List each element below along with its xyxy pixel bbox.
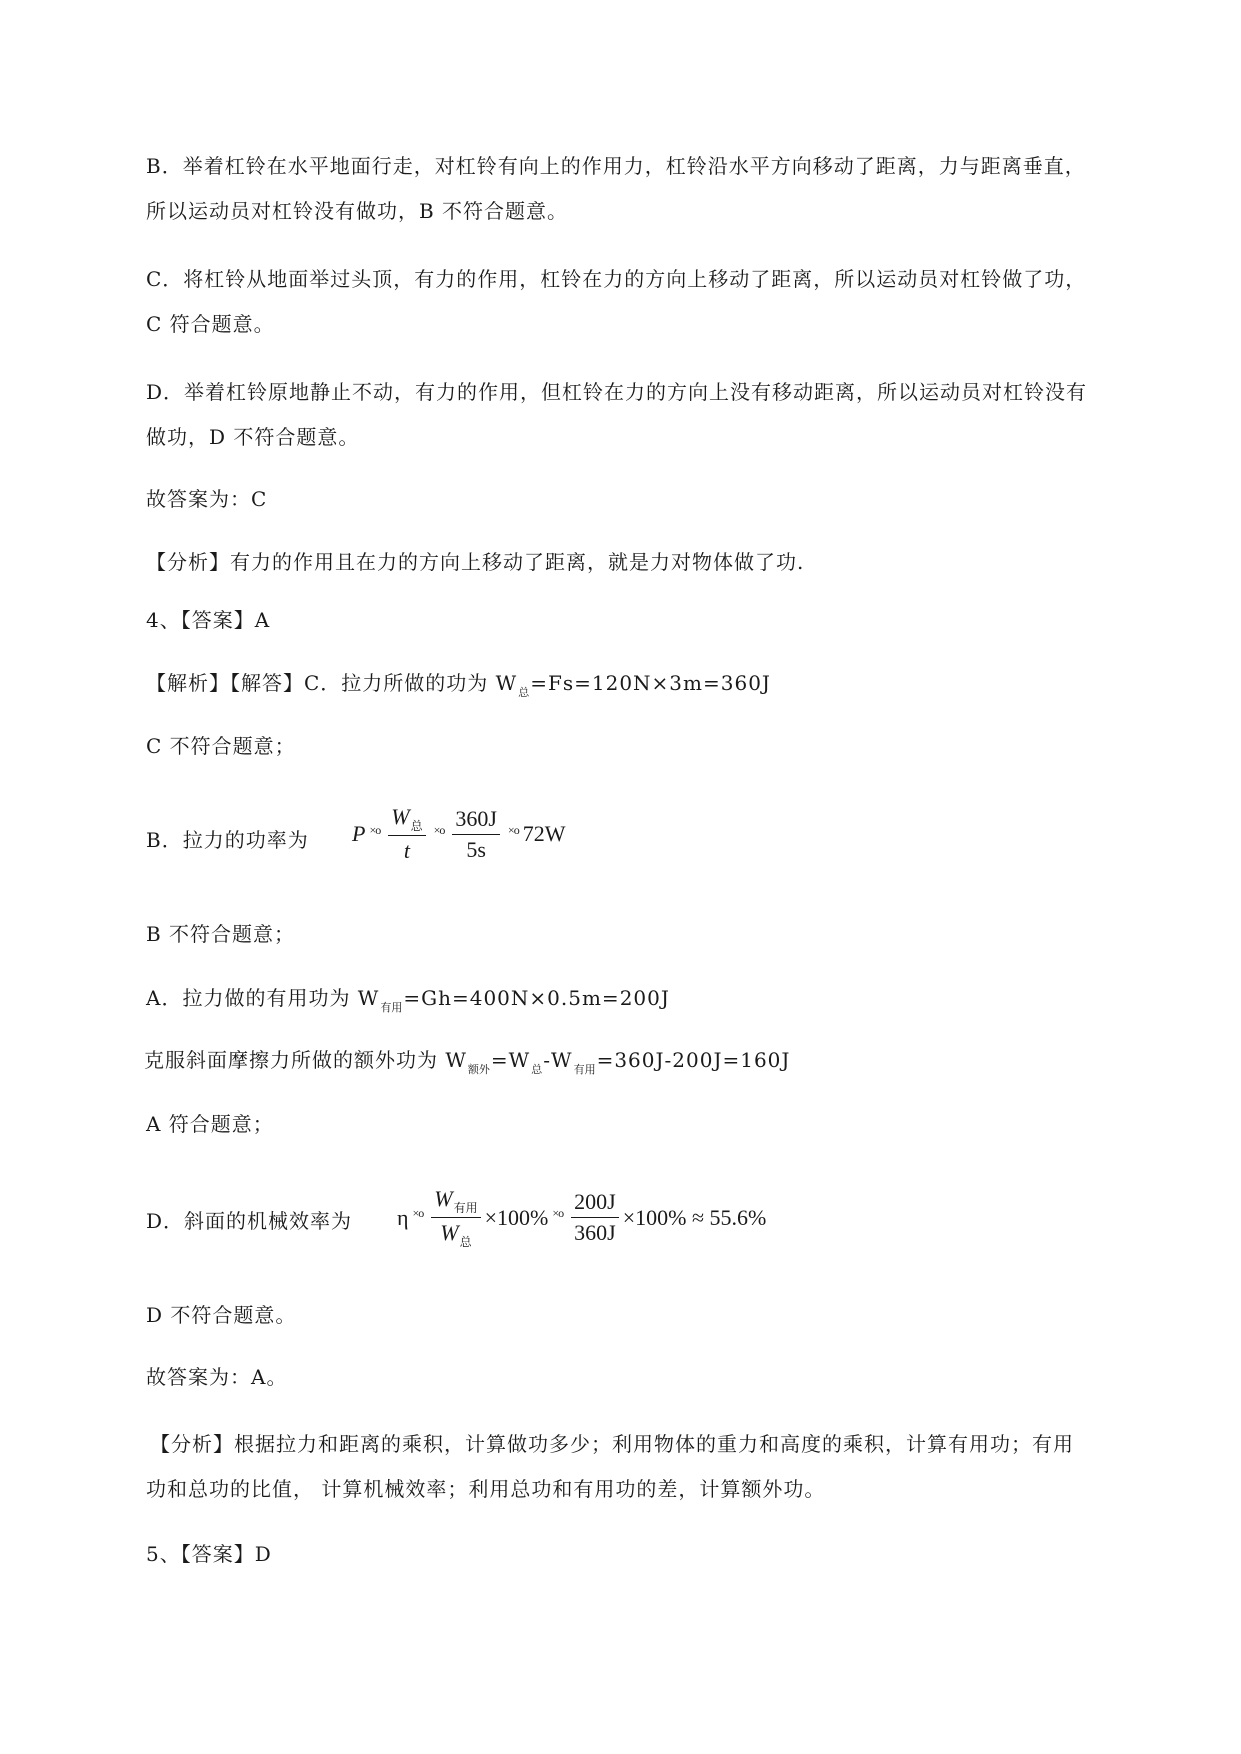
- formula-symbol: W: [440, 1220, 459, 1245]
- subscript: 总: [410, 819, 423, 833]
- answer-heading: 5、【答案】D: [146, 1542, 272, 1566]
- text-line: A 符合题意；: [146, 1112, 274, 1136]
- text-line: 所以运动员对杠铃没有做功，B 不符合题意。: [146, 199, 569, 223]
- formula-label: D．斜面的机械效率为: [146, 1209, 353, 1233]
- subscript: 有用: [573, 1063, 596, 1076]
- formula-operator: ×o: [412, 1206, 424, 1220]
- fraction: [452, 806, 500, 863]
- text-line: [144, 1046, 790, 1078]
- formula-symbol: W: [434, 1186, 453, 1211]
- subscript: 总: [459, 1235, 472, 1249]
- subscript: 总: [518, 686, 530, 699]
- text-segment: A．拉力做的有用功为 W: [146, 986, 380, 1010]
- formula-label: B．拉力的功率为: [146, 828, 309, 852]
- fraction: [431, 1186, 480, 1249]
- formula-operator: ×o: [552, 1206, 564, 1220]
- text-segment: 克服斜面摩擦力所做的额外功为 W: [144, 1048, 467, 1072]
- subscript: 额外: [467, 1063, 490, 1076]
- formula-symbol: η: [397, 1204, 409, 1230]
- text-line: C．将杠铃从地面举过头顶，有力的作用，杠铃在力的方向上移动了距离，所以运动员对杠铃做了功，: [146, 267, 1087, 291]
- text-segment: =360J-200J=160J: [596, 1048, 791, 1072]
- formula-symbol: P: [352, 821, 366, 846]
- fraction-denominator: [440, 1218, 471, 1249]
- text-segment: -W: [543, 1048, 573, 1072]
- fraction: [388, 804, 425, 864]
- text-segment: 【解析】【解答】C．拉力所做的功为 W: [146, 671, 518, 695]
- answer-heading: 4、【答案】A: [146, 608, 271, 632]
- text-segment: =Gh=400N×0.5m=200J: [403, 986, 670, 1010]
- text-line: 故答案为：A。: [146, 1365, 288, 1389]
- analysis-line: 功和总功的比值， 计算机械效率；利用总功和有用功的差，计算额外功。: [146, 1477, 826, 1501]
- efficiency-formula: [397, 1186, 766, 1249]
- text-line: 做功，D 不符合题意。: [146, 425, 360, 449]
- text-line: C 不符合题意；: [146, 734, 296, 758]
- fraction-numerator: 200J: [571, 1189, 619, 1218]
- text-line: B 不符合题意；: [146, 922, 296, 946]
- text-line: 故答案为：C: [146, 487, 268, 511]
- fraction-denominator: t: [403, 838, 410, 863]
- subscript: 有用: [453, 1201, 478, 1215]
- formula-operator: ×o: [507, 822, 519, 837]
- fraction-denominator: 360J: [574, 1220, 616, 1245]
- formula-multiplier: ×100%: [484, 1204, 549, 1230]
- fraction: [571, 1189, 619, 1246]
- text-line: D 不符合题意。: [146, 1303, 297, 1327]
- fraction-numerator: [388, 804, 425, 836]
- formula-result: 72W: [522, 821, 566, 846]
- subscript: 有用: [380, 1001, 403, 1014]
- text-segment: =Fs=120N×3m=360J: [530, 671, 771, 695]
- formula-result: ×100% ≈ 55.6%: [622, 1204, 767, 1230]
- text-line: B．举着杠铃在水平地面行走，对杠铃有向上的作用力，杠铃沿水平方向移动了距离，力与距离垂直，: [146, 154, 1086, 178]
- text-line: D．举着杠铃原地静止不动，有力的作用，但杠铃在力的方向上没有移动距离，所以运动员对杠铃没有: [146, 380, 1088, 404]
- fraction-numerator: [431, 1186, 480, 1218]
- power-formula: [352, 804, 565, 864]
- formula-symbol: W: [391, 804, 410, 829]
- fraction-denominator: 5s: [466, 836, 486, 862]
- analysis-line: 【分析】根据拉力和距离的乘积，计算做功多少；利用物体的重力和高度的乘积，计算有用功；有用: [150, 1432, 1074, 1456]
- text-line: C 符合题意。: [146, 312, 275, 336]
- formula-operator: ×o: [369, 822, 381, 837]
- text-segment: =W: [490, 1048, 531, 1072]
- subscript: 总: [531, 1063, 543, 1076]
- text-line: [146, 984, 670, 1016]
- formula-operator: ×o: [433, 822, 445, 837]
- analysis-line: 【分析】有力的作用且在力的方向上移动了距离，就是力对物体做了功.: [146, 550, 805, 574]
- fraction-numerator: 360J: [452, 806, 500, 835]
- text-line: [146, 669, 771, 701]
